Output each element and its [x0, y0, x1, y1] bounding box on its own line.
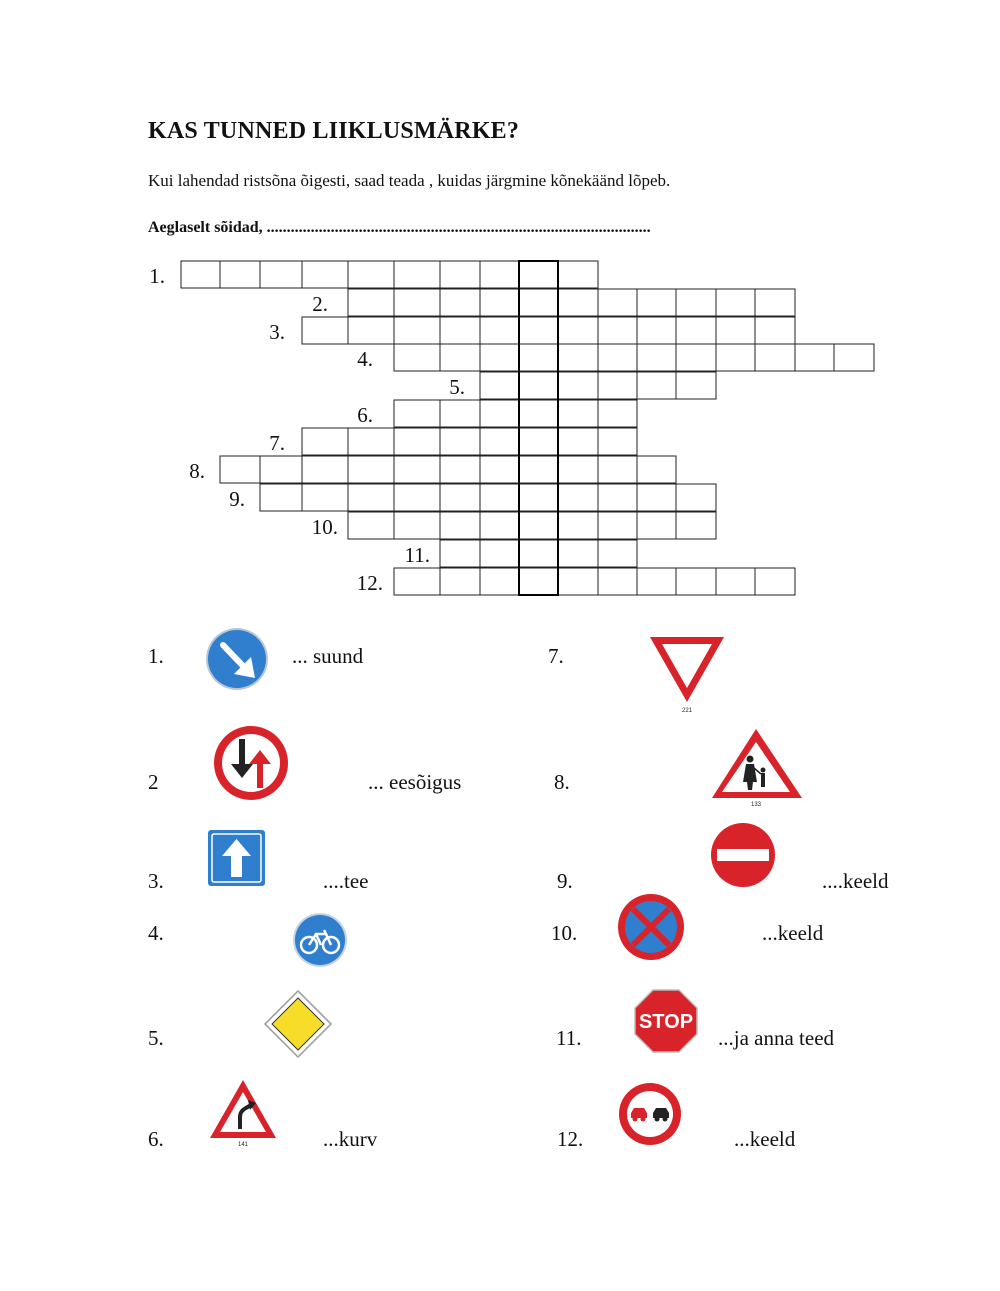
crossword-cell[interactable]: [394, 428, 440, 455]
crossword-cell[interactable]: [755, 317, 795, 344]
clue-12-number: 12.: [557, 1127, 584, 1151]
crossword-cell[interactable]: [348, 289, 394, 316]
crossword-cell[interactable]: [181, 261, 220, 288]
crossword-cell[interactable]: [598, 540, 637, 567]
crossword-cell[interactable]: [676, 484, 716, 511]
bicycle-path-sign-icon: [292, 912, 348, 968]
clue-11-number: 11.: [556, 1026, 582, 1050]
crossword-cell[interactable]: [519, 540, 558, 567]
crossword-cell[interactable]: [394, 512, 440, 539]
crossword-cell[interactable]: [716, 289, 755, 316]
give-way-sign-icon: [647, 634, 727, 716]
crossword-cell[interactable]: [220, 261, 260, 288]
clue-2-caption: ... eesõigus: [368, 770, 462, 794]
crossword-row-label: 12.: [356, 571, 383, 595]
crossword-row-label: 9.: [229, 487, 245, 511]
crossword-cell[interactable]: [637, 456, 676, 483]
crossword-cell[interactable]: [598, 456, 637, 483]
crossword-cell[interactable]: [558, 344, 598, 371]
crossword-cell[interactable]: [440, 289, 480, 316]
crossword-cell[interactable]: [302, 317, 348, 344]
crossword-cell[interactable]: [480, 317, 519, 344]
clue-4-number: 4.: [148, 921, 164, 945]
crossword-cell[interactable]: [519, 344, 558, 371]
crossword-cell[interactable]: [637, 372, 676, 399]
crossword-cell[interactable]: [480, 372, 519, 399]
crossword-cell[interactable]: [676, 372, 716, 399]
crossword-cell[interactable]: [795, 344, 834, 371]
crossword-cell[interactable]: [519, 428, 558, 455]
crossword-cell[interactable]: [394, 456, 440, 483]
stop-sign-text: STOP: [638, 1011, 694, 1033]
clue-6-caption: ...kurv: [323, 1127, 378, 1151]
crossword-grid: [0, 0, 1000, 620]
crossword-cell[interactable]: [348, 261, 394, 288]
crossword-cell[interactable]: [480, 456, 519, 483]
crossword-cell[interactable]: [558, 428, 598, 455]
sign-code-221: 221: [681, 708, 693, 714]
priority-road-sign-icon: [263, 989, 333, 1059]
crossword-cell[interactable]: [440, 512, 480, 539]
crossword-cell[interactable]: [480, 289, 519, 316]
crossword-cell[interactable]: [348, 317, 394, 344]
crossword-cell[interactable]: [480, 261, 519, 288]
crossword-cell[interactable]: [598, 317, 637, 344]
crossword-cell[interactable]: [558, 261, 598, 288]
clue-8-number: 8.: [554, 770, 570, 794]
crossword-cell[interactable]: [440, 568, 480, 595]
crossword-cell[interactable]: [348, 484, 394, 511]
oncoming-priority-sign-icon: [212, 724, 290, 802]
crossword-cell[interactable]: [558, 568, 598, 595]
crossword-cell[interactable]: [558, 372, 598, 399]
keep-right-arrow-sign-icon: [205, 626, 269, 692]
crossword-cell[interactable]: [302, 428, 348, 455]
crossword-cell[interactable]: [558, 540, 598, 567]
crossword-cell[interactable]: [440, 484, 480, 511]
crossword-cell[interactable]: [519, 261, 558, 288]
crossword-cell[interactable]: [519, 289, 558, 316]
crossword-cell[interactable]: [519, 512, 558, 539]
crossword-cell[interactable]: [260, 456, 302, 483]
proverb-phrase: Aeglaselt sõidad, ................................................................................................: [148, 219, 651, 236]
crossword-cell[interactable]: [302, 456, 348, 483]
crossword-cell[interactable]: [637, 512, 676, 539]
clue-9-caption: ....keeld: [822, 869, 889, 893]
crossword-cell[interactable]: [834, 344, 874, 371]
no-overtaking-sign-icon: [616, 1082, 684, 1146]
crossword-cell[interactable]: [220, 456, 260, 483]
stop-sign-icon: [633, 988, 699, 1054]
crossword-cell[interactable]: [394, 344, 440, 371]
crossword-cell[interactable]: [302, 261, 348, 288]
crossword-cell[interactable]: [394, 289, 440, 316]
crossword-cell[interactable]: [598, 289, 637, 316]
crossword-cell[interactable]: [260, 484, 302, 511]
crossword-cell[interactable]: [558, 400, 598, 427]
clue-7-number: 7.: [548, 644, 564, 668]
crossword-cell[interactable]: [676, 512, 716, 539]
crossword-cell[interactable]: [598, 372, 637, 399]
crossword-cell[interactable]: [598, 344, 637, 371]
crossword-cell[interactable]: [598, 400, 637, 427]
crossword-row-label: 11.: [404, 543, 430, 567]
crossword-cell[interactable]: [755, 289, 795, 316]
crossword-cell[interactable]: [394, 568, 440, 595]
clue-5-number: 5.: [148, 1026, 164, 1050]
crossword-row-label: 8.: [189, 459, 205, 483]
crossword-cell[interactable]: [755, 344, 795, 371]
intro-text: Kui lahendad ristsõna õigesti, saad teada , kuidas järgmine kõnekäänd lõpeb.: [148, 171, 671, 190]
crossword-cell[interactable]: [637, 317, 676, 344]
page-title: KAS TUNNED LIIKLUSMÄRKE?: [148, 118, 520, 144]
crossword-cell[interactable]: [394, 484, 440, 511]
crossword-cell[interactable]: [480, 400, 519, 427]
no-stopping-sign-icon: [616, 893, 686, 961]
crossword-cell[interactable]: [716, 568, 755, 595]
dangerous-curve-sign-icon: [207, 1077, 279, 1147]
crossword-cell[interactable]: [676, 568, 716, 595]
crossword-cell[interactable]: [676, 317, 716, 344]
clue-2-number: 2: [148, 770, 159, 794]
clue-6-number: 6.: [148, 1127, 164, 1151]
crossword-cell[interactable]: [558, 484, 598, 511]
crossword-cell[interactable]: [348, 428, 394, 455]
crossword-cell[interactable]: [440, 540, 480, 567]
no-entry-sign-icon: [710, 823, 776, 887]
clue-1-caption: ... suund: [292, 644, 364, 668]
crossword-cell[interactable]: [716, 317, 755, 344]
sign-code-141: 141: [237, 1142, 249, 1147]
crossword-cell[interactable]: [519, 568, 558, 595]
crossword-cell[interactable]: [598, 568, 637, 595]
crossword-cell[interactable]: [637, 568, 676, 595]
crossword-row-label: 2.: [312, 292, 328, 316]
crossword-cell[interactable]: [394, 317, 440, 344]
clue-1-number: 1.: [148, 644, 164, 668]
crossword-cell[interactable]: [394, 261, 440, 288]
crossword-cell[interactable]: [440, 400, 480, 427]
crossword-cell[interactable]: [440, 344, 480, 371]
clue-10-caption: ...keeld: [762, 921, 824, 945]
crossword-cell[interactable]: [716, 344, 755, 371]
crossword-cell[interactable]: [558, 456, 598, 483]
clue-11-caption: ...ja anna teed: [718, 1026, 835, 1050]
crossword-cell[interactable]: [755, 568, 795, 595]
crossword-cell[interactable]: [394, 400, 440, 427]
clue-3-number: 3.: [148, 869, 164, 893]
crossword-cell[interactable]: [519, 317, 558, 344]
crossword-cell[interactable]: [519, 484, 558, 511]
clue-9-number: 9.: [557, 869, 573, 893]
crossword-cell[interactable]: [440, 456, 480, 483]
crossword-cell[interactable]: [440, 317, 480, 344]
crossword-cell[interactable]: [480, 540, 519, 567]
crossword-cell[interactable]: [440, 261, 480, 288]
pedestrians-warning-sign-icon: [710, 726, 810, 808]
crossword-cell[interactable]: [480, 344, 519, 371]
crossword-cell[interactable]: [480, 512, 519, 539]
crossword-cell[interactable]: [519, 400, 558, 427]
crossword-cell[interactable]: [598, 512, 637, 539]
crossword-cell[interactable]: [558, 289, 598, 316]
crossword-cell[interactable]: [440, 428, 480, 455]
crossword-cell[interactable]: [348, 456, 394, 483]
crossword-cell[interactable]: [519, 456, 558, 483]
crossword-cell[interactable]: [598, 484, 637, 511]
crossword-cell[interactable]: [676, 289, 716, 316]
clue-12-caption: ...keeld: [734, 1127, 796, 1151]
crossword-cell[interactable]: [260, 261, 302, 288]
crossword-cell[interactable]: [558, 512, 598, 539]
crossword-cell[interactable]: [480, 484, 519, 511]
one-way-road-sign-icon: [208, 830, 265, 886]
crossword-cell[interactable]: [480, 568, 519, 595]
crossword-cell[interactable]: [480, 428, 519, 455]
crossword-cell[interactable]: [637, 289, 676, 316]
clue-10-number: 10.: [551, 921, 578, 945]
crossword-row-label: 1.: [149, 264, 165, 288]
crossword-cell[interactable]: [558, 317, 598, 344]
crossword-cell[interactable]: [598, 428, 637, 455]
crossword-row-label: 7.: [269, 431, 285, 455]
crossword-row-label: 3.: [269, 320, 285, 344]
crossword-row-label: 6.: [357, 403, 373, 427]
crossword-row-label: 4.: [357, 347, 373, 371]
crossword-cell[interactable]: [302, 484, 348, 511]
sign-code-133: 133: [750, 802, 762, 808]
crossword-cell[interactable]: [519, 372, 558, 399]
clue-3-caption: ....tee: [323, 869, 369, 893]
crossword-cell[interactable]: [676, 344, 716, 371]
crossword-row-label: 10.: [311, 515, 338, 539]
crossword-cell[interactable]: [637, 484, 676, 511]
crossword-row-label: 5.: [449, 375, 465, 399]
crossword-cell[interactable]: [637, 344, 676, 371]
crossword-cell[interactable]: [348, 512, 394, 539]
